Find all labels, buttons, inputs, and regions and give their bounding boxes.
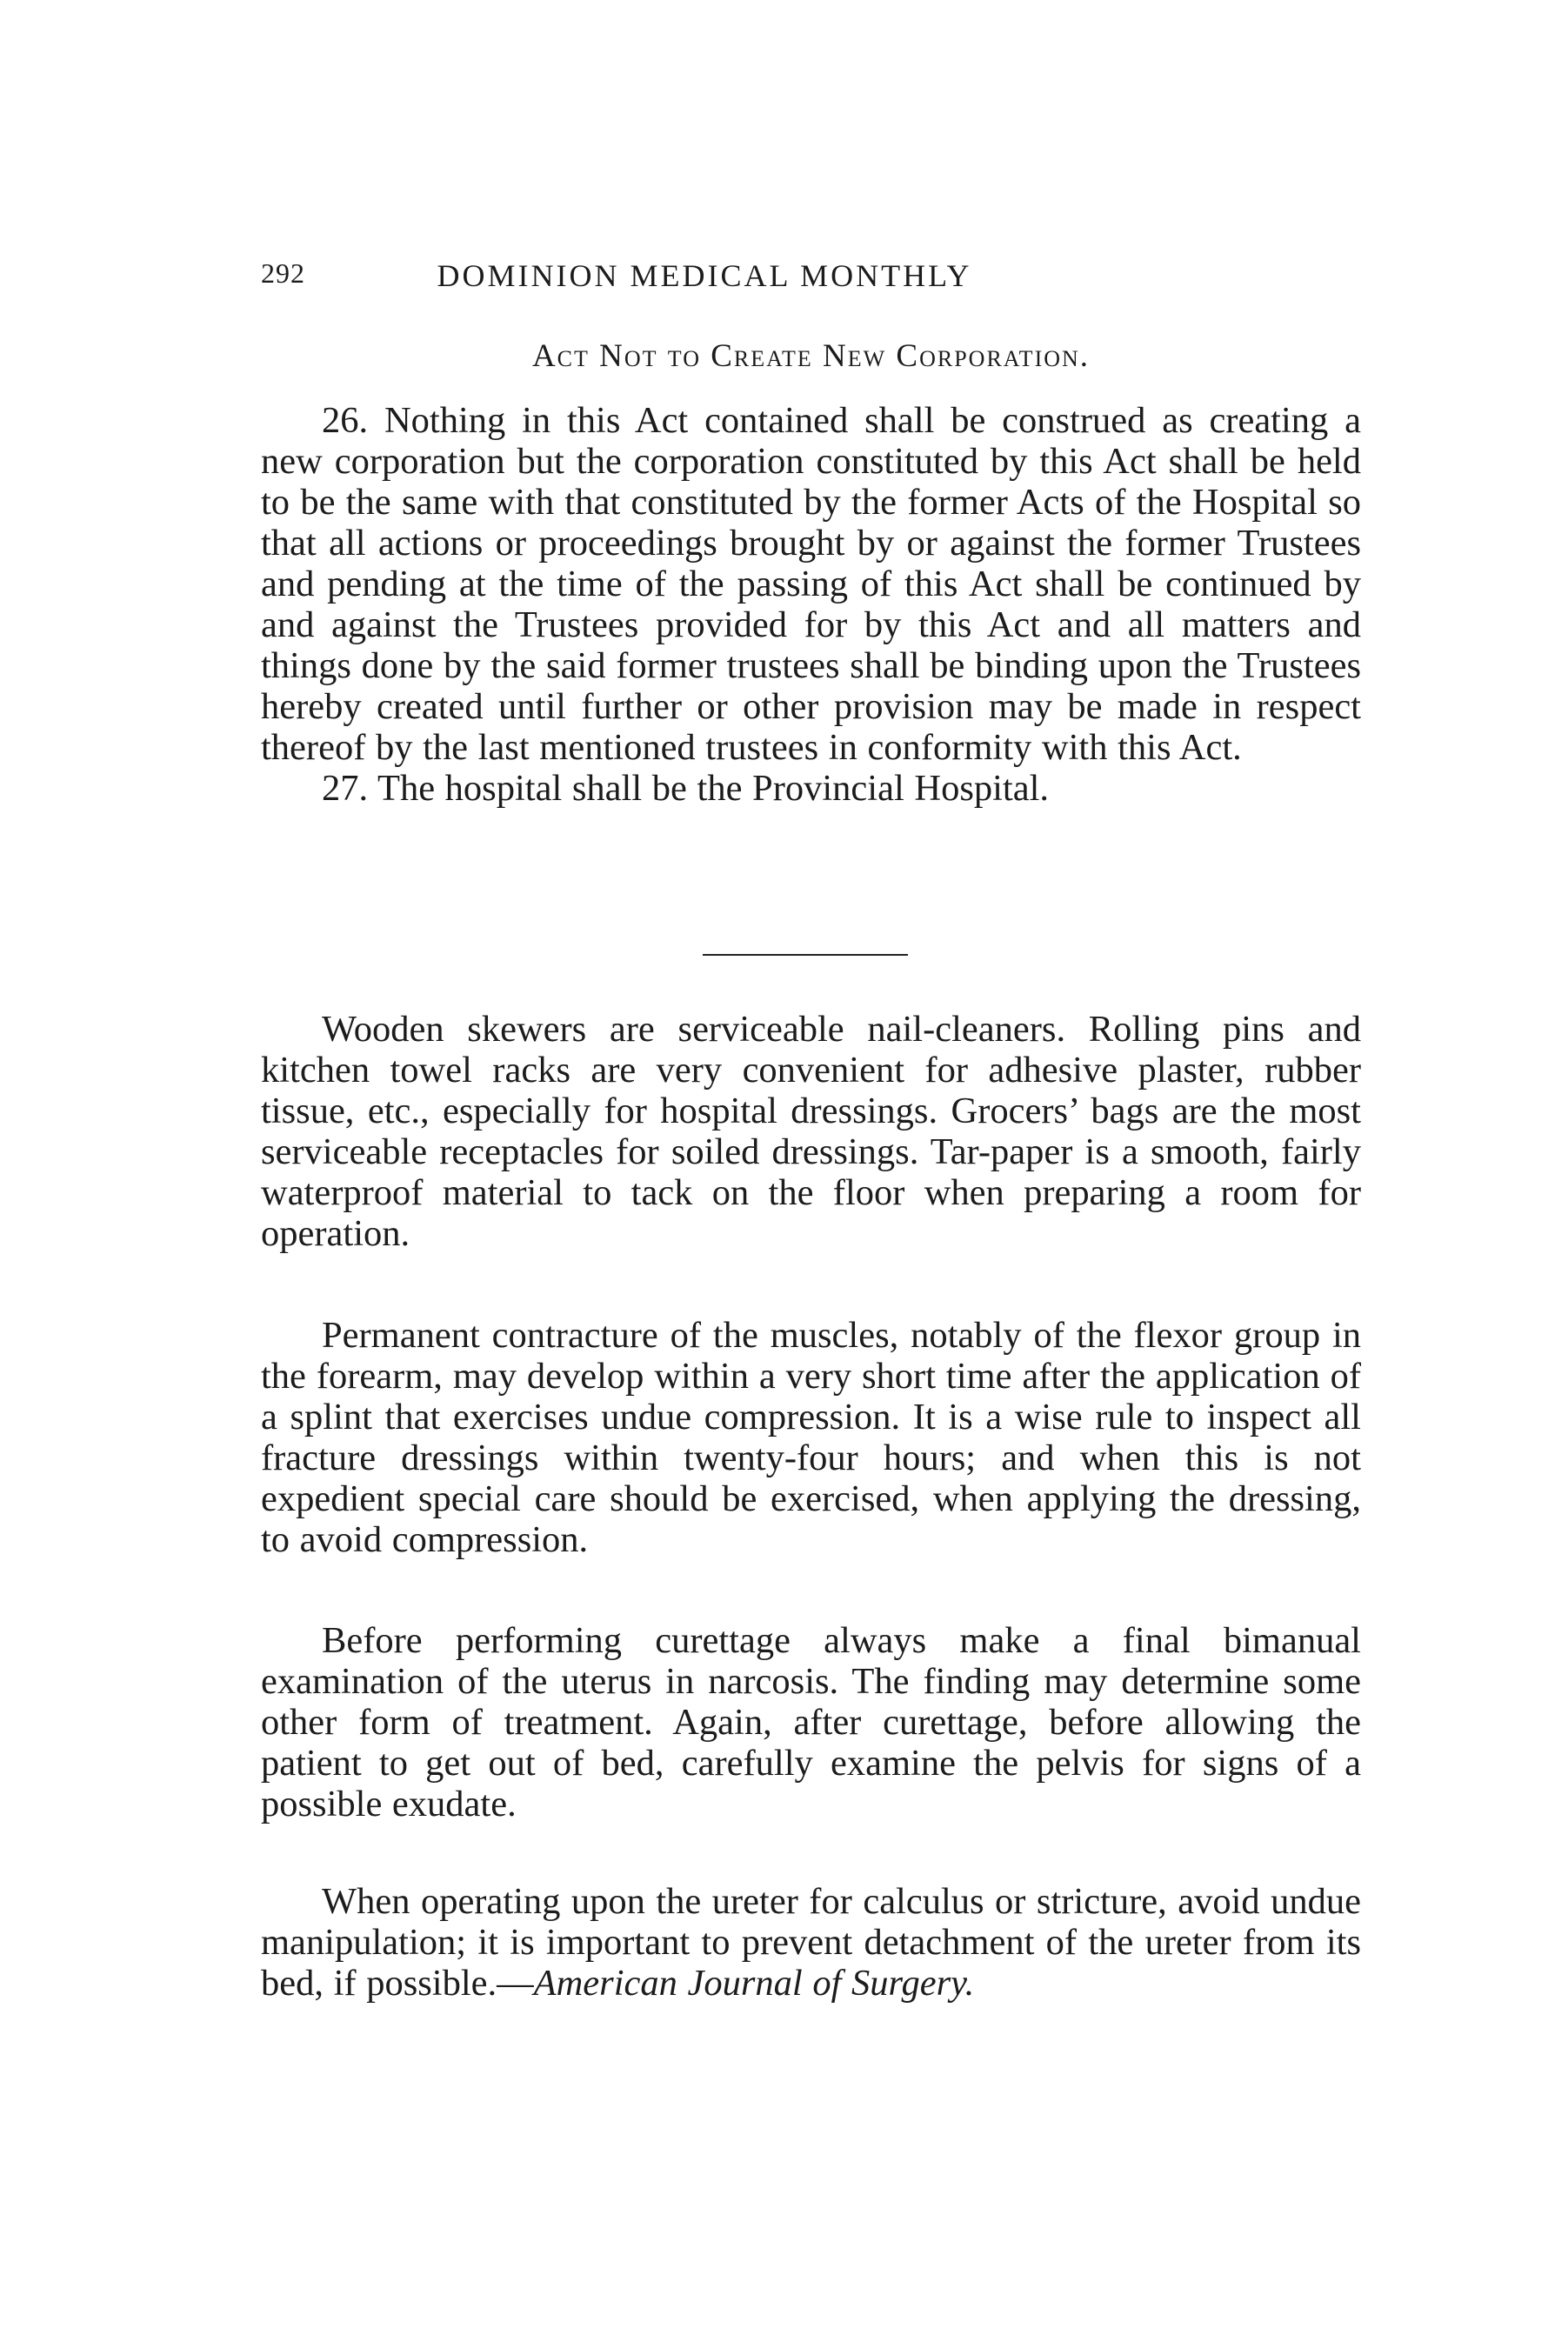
note-text: Wooden skewers are serviceable nail-cleaners. Rolling pins and kitchen towel racks are very convenient for adhesive plaster, rubber tissue, etc., especially for hospital dressings. Grocers’ bags are the most serviceable receptacles for soiled dressings. Tar-paper is a smooth, fairly waterproof material to tack on the floor when preparing a room for operation. [261, 1009, 1361, 1254]
page-header [261, 257, 1148, 301]
page-number: 292 [261, 257, 305, 289]
note-body: When operating upon the ureter for calculus or stricture, avoid undue manipulation; it is important to prevent detachment of the ureter from its bed, if possible.— [261, 1881, 1361, 2004]
note-paragraph [261, 1009, 1361, 1254]
section-heading: Act Not to Create New Corporation. [531, 338, 1091, 374]
note-text: Permanent contracture of the muscles, notably of the flexor group in the forearm, may develop within a very short time after the application of a splint that exercises undue compression. It is a wise rule to inspect all fracture dressings within twenty-four hours; and when this is not expedient special care should be exercised, when applying the dressing, to avoid compression. [261, 1315, 1361, 1560]
note-paragraph [261, 1620, 1361, 1824]
note-text [261, 1881, 1361, 2004]
section-27-paragraph: 27. The hospital shall be the Provincial Hospital. [322, 768, 1050, 809]
act-sections [261, 400, 1361, 809]
section-26-paragraph: 26. Nothing in this Act contained shall be construed as creating a new corporation but the corporation constituted by this Act shall be held to be the same with that constituted by the former Acts of the Hospital so that all actions or proceedings brought by or against the former Trustees and pending at the time of the passing of this Act shall be continued by and against the Trustees provided for by this Act and all matters and things done by the said former trustees shall be binding upon the Trustees hereby created until further or other provision may be made in respect thereof by the last mentioned trustees in conformity with this Act. [261, 400, 1361, 768]
note-paragraph [261, 1315, 1361, 1560]
note-text: Before performing curettage always make a final bimanual examination of the uterus in narcosis. The finding may determine some other form of treatment. Again, after curettage, before allowing the patient to get out of bed, carefully examine the pelvis for signs of a possible exudate. [261, 1620, 1361, 1824]
citation-source: American Journal of Surgery. [533, 1963, 975, 2004]
section-divider [703, 954, 908, 956]
note-paragraph [261, 1881, 1361, 2004]
running-title: DOMINION MEDICAL MONTHLY [437, 258, 972, 293]
